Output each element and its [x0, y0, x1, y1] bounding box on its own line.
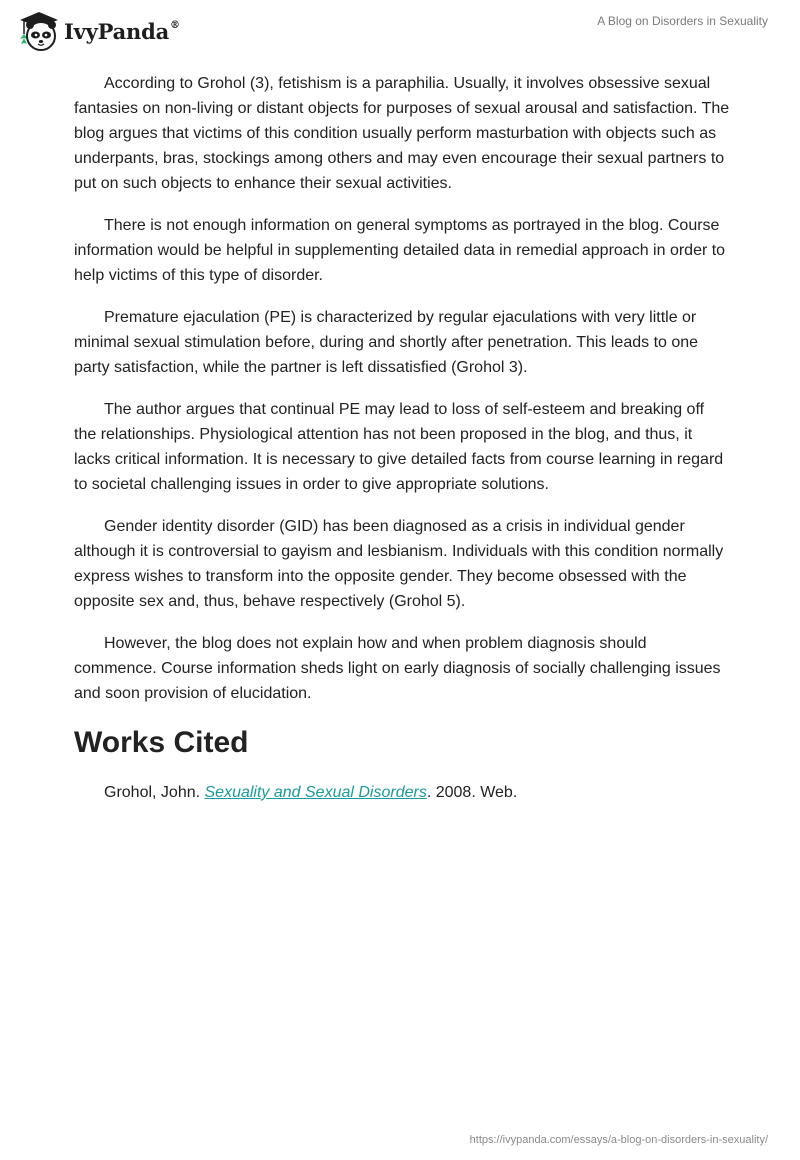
- paragraph: However, the blog does not explain how and when problem diagnosis should commence. Course information sheds light on early diagnosis of socially challenging issues and soon provision of elucidation.: [74, 635, 721, 702]
- paragraph: Premature ejaculation (PE) is characterized by regular ejaculations with very little or minimal sexual stimulation before, during and shortly after penetration. This leads to one party satisfaction, while the partner is left dissatisfied (Grohol 3).: [74, 309, 699, 376]
- paragraph: According to Grohol (3), fetishism is a paraphilia. Usually, it involves obsessive sexual fantasies on non-living or distant objects for purposes of sexual arousal and satisfaction. The blog argues that victims of this condition usually perform masturbation with objects such as underpants, bras, stockings among others and may even encourage their sexual partners to put on such objects to enhance their sexual activities.: [74, 75, 730, 192]
- registered-mark: ®: [170, 19, 180, 31]
- paragraph: The author argues that continual PE may lead to loss of self-esteem and breaking off the relationships. Physiological attention has not been proposed in the blog, and thus, it lacks critical information. It is necessary to give detailed facts from course learning in regard to societal challenging issues in order to give appropriate solutions.: [74, 401, 724, 493]
- citation-title-link[interactable]: Sexuality and Sexual Disorders: [204, 784, 427, 801]
- document-title: A Blog on Disorders in Sexuality: [597, 14, 768, 28]
- citation-author: Grohol, John.: [104, 784, 205, 801]
- brand-name: IvyPanda®: [64, 18, 180, 44]
- paragraph: There is not enough information on general symptoms as portrayed in the blog. Course information would be helpful in supplementing detailed data in remedial approach in order to help victims of this type of disorder.: [74, 217, 726, 284]
- page-header: [0, 0, 800, 62]
- citation-rest: . 2008. Web.: [426, 784, 518, 801]
- works-cited-heading: Works Cited: [74, 726, 249, 759]
- essay-body: [74, 71, 730, 822]
- ivypanda-logo[interactable]: [14, 8, 180, 54]
- paragraph: Gender identity disorder (GID) has been diagnosed as a crisis in individual gender although it is controversial to gayism and lesbianism. Individuals with this condition normally express wishes to transform into the opposite gender. They become obsessed with the opposite sex and, thus, behave respectively (Grohol 5).: [74, 518, 724, 610]
- panda-graduate-icon: [14, 8, 60, 54]
- citation-entry: [74, 780, 730, 805]
- footer-url: https://ivypanda.com/essays/a-blog-on-disorders-in-sexuality/: [469, 1134, 768, 1146]
